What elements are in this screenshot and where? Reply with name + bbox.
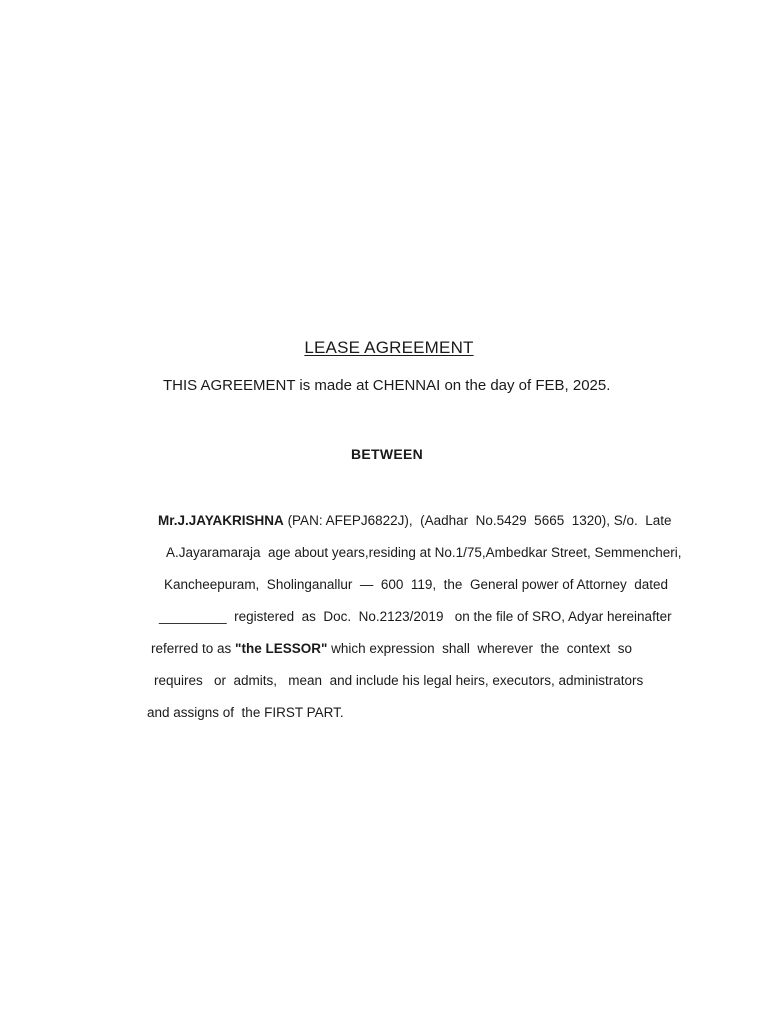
between-heading: BETWEEN: [350, 446, 424, 462]
party-line-1: [158, 513, 672, 528]
party-line-5-pre: referred to as: [151, 641, 236, 656]
party-line-1-text: (PAN: AFEPJ6822J), (Aadhar No.5429 5665 1320), S/o. Late: [283, 513, 672, 528]
document-title: LEASE AGREEMENT: [304, 338, 474, 357]
party-line-5: [151, 641, 632, 656]
party-line-4: _________ registered as Doc. No.2123/2019 on the file of SRO, Adyar hereinafter: [159, 609, 672, 624]
agreement-intro: THIS AGREEMENT is made at CHENNAI on the day of FEB, 2025.: [163, 377, 611, 394]
party-line-3: Kancheepuram, Sholinganallur — 600 119, the General power of Attorney dated: [164, 577, 669, 592]
party-line-2: A.Jayaramaraja age about years,residing at No.1/75,Ambedkar Street, Semmencheri,: [166, 545, 682, 560]
party-line-5-post: which expression shall wherever the context so: [327, 641, 633, 656]
lessor-term: "the LESSOR": [235, 641, 328, 656]
lessor-name: Mr.J.JAYAKRISHNA: [158, 513, 284, 528]
party-line-6: requires or admits, mean and include his legal heirs, executors, administrators: [154, 673, 644, 688]
party-line-7: and assigns of the FIRST PART.: [147, 705, 344, 720]
